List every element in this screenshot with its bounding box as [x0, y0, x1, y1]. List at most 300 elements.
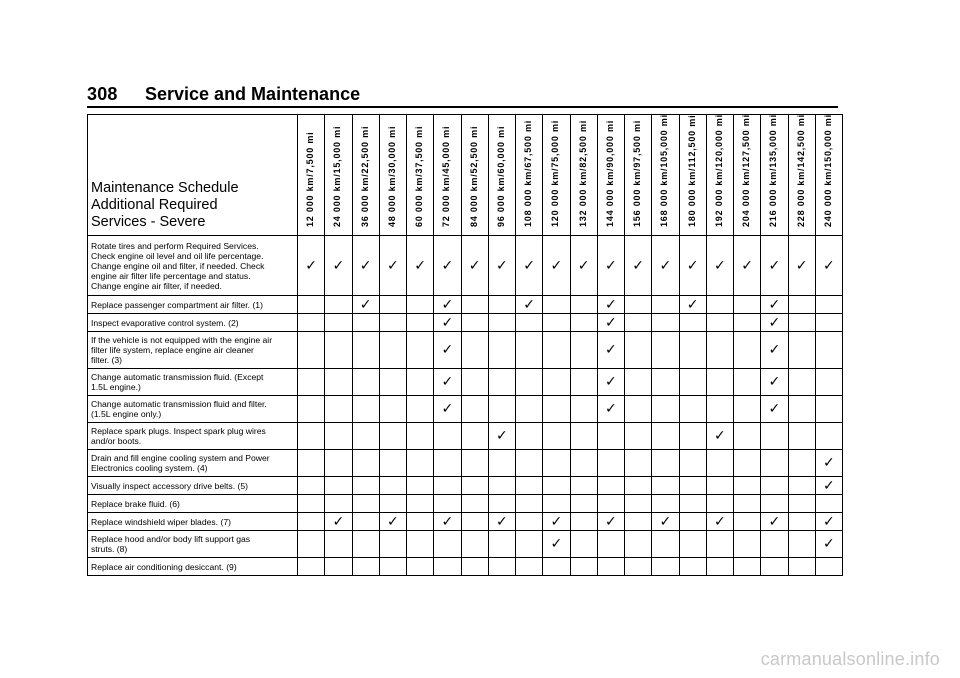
empty-cell [652, 396, 679, 423]
table-row [88, 423, 843, 450]
empty-cell [379, 423, 406, 450]
section-title: Service and Maintenance [145, 84, 361, 104]
table-row [88, 558, 843, 576]
service-description-line: 1.5L engine.) [91, 382, 141, 392]
empty-cell [516, 477, 543, 495]
check-mark-icon: ✓ [605, 257, 617, 274]
check-mark-icon: ✓ [359, 257, 372, 274]
empty-cell [543, 332, 570, 369]
check-mark-icon: ✓ [441, 314, 454, 331]
interval-header [543, 115, 570, 236]
interval-label: 36 000 km/22,500 mi [359, 125, 370, 227]
empty-cell [652, 369, 679, 396]
table-row [88, 477, 843, 495]
empty-cell [815, 396, 842, 423]
empty-cell [815, 558, 842, 576]
check-mark-icon: ✓ [441, 513, 454, 530]
empty-cell [788, 558, 815, 576]
check-mark-icon: ✓ [768, 513, 781, 530]
empty-cell [298, 531, 325, 558]
service-description-line: Visually inspect accessory drive belts. (5) [91, 480, 248, 491]
empty-cell [706, 531, 733, 558]
empty-cell [570, 495, 597, 513]
empty-cell [543, 558, 570, 576]
service-description [88, 495, 298, 513]
service-description [88, 477, 298, 495]
check-mark-cell [325, 236, 352, 296]
empty-cell [543, 423, 570, 450]
interval-label: 72 000 km/45,000 mi [441, 125, 452, 227]
empty-cell [543, 450, 570, 477]
table-title-line: Services - Severe [91, 214, 206, 230]
check-mark-cell [543, 513, 570, 531]
empty-cell [325, 495, 352, 513]
service-description-line: Drain and fill engine cooling system and Power [91, 453, 270, 463]
empty-cell [461, 332, 488, 369]
check-mark-cell [625, 236, 652, 296]
empty-cell [761, 450, 788, 477]
check-mark-icon: ✓ [741, 257, 753, 274]
empty-cell [788, 495, 815, 513]
check-mark-cell [815, 513, 842, 531]
check-mark-cell [488, 236, 515, 296]
check-mark-icon: ✓ [768, 296, 781, 313]
table-row [88, 495, 843, 513]
check-mark-cell [761, 296, 788, 314]
check-mark-cell [761, 369, 788, 396]
check-mark-cell [434, 332, 461, 369]
empty-cell [407, 531, 434, 558]
empty-cell [652, 495, 679, 513]
service-description-line: filter life system, replace engine air cleaner [91, 345, 254, 355]
empty-cell [407, 477, 434, 495]
empty-cell [734, 558, 761, 576]
empty-cell [461, 396, 488, 423]
check-mark-cell [434, 314, 461, 332]
empty-cell [379, 369, 406, 396]
check-mark-cell [516, 236, 543, 296]
table-row [88, 513, 843, 531]
empty-cell [625, 477, 652, 495]
check-mark-icon: ✓ [305, 257, 317, 274]
empty-cell [352, 495, 379, 513]
table-body [88, 236, 843, 576]
empty-cell [570, 450, 597, 477]
service-description [88, 369, 298, 396]
maintenance-schedule-table [87, 114, 843, 576]
empty-cell [788, 477, 815, 495]
check-mark-icon: ✓ [523, 257, 535, 274]
check-mark-icon: ✓ [768, 314, 781, 331]
interval-label: 204 000 km/127,500 mi [741, 114, 752, 227]
check-mark-cell [679, 236, 706, 296]
empty-cell [325, 477, 352, 495]
check-mark-icon: ✓ [441, 257, 454, 274]
empty-cell [652, 531, 679, 558]
empty-cell [734, 450, 761, 477]
empty-cell [488, 558, 515, 576]
empty-cell [679, 314, 706, 332]
empty-cell [434, 477, 461, 495]
empty-cell [488, 396, 515, 423]
empty-cell [379, 396, 406, 423]
check-mark-cell [298, 236, 325, 296]
check-mark-icon: ✓ [714, 513, 726, 530]
empty-cell [734, 314, 761, 332]
check-mark-cell [706, 513, 733, 531]
empty-cell [625, 423, 652, 450]
empty-cell [516, 531, 543, 558]
service-description-line: Inspect evaporative control system. (2) [91, 317, 239, 328]
service-description [88, 558, 298, 576]
check-mark-icon: ✓ [768, 374, 781, 390]
check-mark-icon: ✓ [632, 257, 644, 274]
service-description [88, 314, 298, 332]
interval-header [679, 115, 706, 236]
table-row [88, 369, 843, 396]
empty-cell [298, 332, 325, 369]
empty-cell [298, 396, 325, 423]
service-description-line: Replace air conditioning desiccant. (9) [91, 561, 237, 572]
empty-cell [516, 369, 543, 396]
empty-cell [298, 477, 325, 495]
empty-cell [516, 450, 543, 477]
check-mark-icon: ✓ [605, 296, 617, 313]
service-description-line: If the vehicle is not equipped with the engine air [91, 335, 273, 345]
empty-cell [597, 531, 624, 558]
check-mark-icon: ✓ [768, 401, 781, 417]
check-mark-cell [543, 236, 570, 296]
check-mark-cell [379, 236, 406, 296]
check-mark-icon: ✓ [686, 296, 699, 313]
interval-label: 60 000 km/37,500 mi [414, 125, 425, 227]
empty-cell [352, 513, 379, 531]
empty-cell [570, 513, 597, 531]
empty-cell [298, 369, 325, 396]
empty-cell [815, 314, 842, 332]
check-mark-icon: ✓ [332, 257, 345, 274]
empty-cell [706, 296, 733, 314]
check-mark-cell [815, 531, 842, 558]
service-description-line: Change automatic transmission fluid. (Except [91, 372, 264, 382]
empty-cell [434, 558, 461, 576]
empty-cell [815, 495, 842, 513]
check-mark-icon: ✓ [550, 257, 563, 274]
empty-cell [761, 495, 788, 513]
empty-cell [679, 495, 706, 513]
interval-header [706, 115, 733, 236]
empty-cell [679, 396, 706, 423]
interval-header [788, 115, 815, 236]
empty-cell [570, 296, 597, 314]
empty-cell [706, 495, 733, 513]
service-description [88, 296, 298, 314]
empty-cell [734, 513, 761, 531]
empty-cell [652, 558, 679, 576]
table-header-row [88, 115, 843, 236]
empty-cell [706, 396, 733, 423]
empty-cell [352, 396, 379, 423]
empty-cell [379, 314, 406, 332]
interval-label: 168 000 km/105,000 mi [659, 114, 670, 227]
interval-header [761, 115, 788, 236]
check-mark-cell [761, 513, 788, 531]
table-title [91, 180, 297, 231]
page-number: 308 [87, 84, 118, 104]
empty-cell [706, 332, 733, 369]
empty-cell [325, 296, 352, 314]
check-mark-cell [570, 236, 597, 296]
check-mark-cell [352, 236, 379, 296]
empty-cell [652, 296, 679, 314]
empty-cell [788, 423, 815, 450]
empty-cell [815, 423, 842, 450]
check-mark-cell [761, 314, 788, 332]
empty-cell [570, 558, 597, 576]
empty-cell [570, 369, 597, 396]
empty-cell [570, 477, 597, 495]
empty-cell [625, 495, 652, 513]
empty-cell [488, 495, 515, 513]
empty-cell [543, 296, 570, 314]
table-title-line: Maintenance Schedule [91, 180, 239, 196]
empty-cell [379, 296, 406, 314]
check-mark-cell [434, 513, 461, 531]
check-mark-cell [706, 236, 733, 296]
check-mark-icon: ✓ [714, 428, 726, 444]
service-description-line: Electronics cooling system. (4) [91, 463, 208, 473]
check-mark-cell [516, 296, 543, 314]
interval-header [352, 115, 379, 236]
check-mark-cell [652, 513, 679, 531]
check-mark-icon: ✓ [605, 342, 617, 358]
check-mark-icon: ✓ [496, 257, 508, 274]
empty-cell [379, 531, 406, 558]
interval-label: 180 000 km/112,500 mi [686, 114, 697, 227]
check-mark-icon: ✓ [605, 314, 617, 331]
check-mark-cell [734, 236, 761, 296]
empty-cell [434, 495, 461, 513]
service-description-line: Replace passenger compartment air filter. (1) [91, 299, 263, 310]
empty-cell [706, 450, 733, 477]
empty-cell [325, 450, 352, 477]
empty-cell [734, 396, 761, 423]
empty-cell [788, 450, 815, 477]
interval-label: 216 000 km/135,000 mi [768, 114, 779, 227]
empty-cell [407, 423, 434, 450]
check-mark-icon: ✓ [359, 296, 372, 313]
empty-cell [461, 513, 488, 531]
table-row [88, 396, 843, 423]
check-mark-cell [761, 236, 788, 296]
empty-cell [815, 332, 842, 369]
check-mark-icon: ✓ [332, 513, 345, 530]
empty-cell [543, 369, 570, 396]
check-mark-cell [325, 513, 352, 531]
empty-cell [434, 531, 461, 558]
empty-cell [325, 531, 352, 558]
check-mark-icon: ✓ [605, 374, 617, 390]
check-mark-icon: ✓ [441, 401, 454, 417]
empty-cell [325, 332, 352, 369]
empty-cell [298, 296, 325, 314]
check-mark-icon: ✓ [605, 513, 617, 530]
empty-cell [788, 314, 815, 332]
check-mark-icon: ✓ [577, 257, 590, 274]
service-description-line: Replace hood and/or body lift support gas [91, 534, 251, 544]
check-mark-cell [597, 236, 624, 296]
check-mark-cell [597, 296, 624, 314]
check-mark-icon: ✓ [768, 342, 781, 358]
empty-cell [407, 495, 434, 513]
service-description-line: engine air filter life percentage and status. [91, 270, 251, 281]
empty-cell [597, 450, 624, 477]
empty-cell [461, 531, 488, 558]
interval-label: 96 000 km/60,000 mi [495, 125, 506, 227]
service-description-line: Replace spark plugs. Inspect spark plug wires [91, 426, 266, 436]
empty-cell [652, 450, 679, 477]
empty-cell [461, 477, 488, 495]
check-mark-icon: ✓ [823, 536, 835, 552]
empty-cell [325, 369, 352, 396]
check-mark-icon: ✓ [414, 257, 426, 274]
empty-cell [734, 531, 761, 558]
empty-cell [734, 369, 761, 396]
check-mark-icon: ✓ [523, 296, 535, 313]
interval-header [407, 115, 434, 236]
empty-cell [706, 369, 733, 396]
interval-header [461, 115, 488, 236]
empty-cell [570, 396, 597, 423]
interval-label: 48 000 km/30,000 mi [386, 125, 397, 227]
interval-header [379, 115, 406, 236]
empty-cell [298, 558, 325, 576]
interval-header [597, 115, 624, 236]
empty-cell [761, 423, 788, 450]
check-mark-icon: ✓ [468, 257, 481, 274]
empty-cell [352, 332, 379, 369]
interval-label: 84 000 km/52,500 mi [468, 125, 479, 227]
check-mark-icon: ✓ [659, 257, 672, 274]
empty-cell [788, 332, 815, 369]
check-mark-cell [407, 236, 434, 296]
interval-header [815, 115, 842, 236]
empty-cell [625, 513, 652, 531]
empty-cell [352, 423, 379, 450]
empty-cell [298, 450, 325, 477]
empty-cell [298, 513, 325, 531]
service-description [88, 423, 298, 450]
interval-header [570, 115, 597, 236]
empty-cell [625, 558, 652, 576]
empty-cell [679, 531, 706, 558]
empty-cell [788, 531, 815, 558]
check-mark-cell [815, 477, 842, 495]
check-mark-cell [597, 396, 624, 423]
check-mark-cell [597, 369, 624, 396]
empty-cell [407, 369, 434, 396]
empty-cell [625, 296, 652, 314]
check-mark-icon: ✓ [496, 428, 508, 444]
check-mark-icon: ✓ [659, 513, 672, 530]
empty-cell [679, 477, 706, 495]
service-description [88, 332, 298, 369]
empty-cell [461, 296, 488, 314]
check-mark-cell [379, 513, 406, 531]
interval-header [488, 115, 515, 236]
empty-cell [570, 423, 597, 450]
empty-cell [788, 396, 815, 423]
interval-label: 192 000 km/120,000 mi [713, 114, 724, 227]
service-description-line: (1.5L engine only.) [91, 409, 162, 419]
check-mark-icon: ✓ [441, 296, 454, 313]
empty-cell [407, 513, 434, 531]
check-mark-icon: ✓ [550, 536, 563, 552]
service-description-line: and/or boots. [91, 436, 142, 446]
empty-cell [625, 369, 652, 396]
check-mark-cell [679, 296, 706, 314]
interval-header [625, 115, 652, 236]
empty-cell [379, 332, 406, 369]
empty-cell [679, 513, 706, 531]
service-description [88, 450, 298, 477]
empty-cell [516, 495, 543, 513]
check-mark-cell [434, 369, 461, 396]
empty-cell [488, 477, 515, 495]
empty-cell [543, 314, 570, 332]
check-mark-icon: ✓ [441, 374, 454, 390]
interval-label: 24 000 km/15,000 mi [332, 125, 343, 227]
empty-cell [325, 396, 352, 423]
service-description-line: Change engine air filter, if needed. [91, 280, 222, 291]
empty-cell [407, 558, 434, 576]
service-description [88, 513, 298, 531]
check-mark-icon: ✓ [686, 257, 699, 274]
check-mark-icon: ✓ [823, 257, 835, 274]
interval-header [734, 115, 761, 236]
empty-cell [734, 423, 761, 450]
check-mark-icon: ✓ [714, 257, 726, 274]
empty-cell [761, 558, 788, 576]
empty-cell [570, 332, 597, 369]
service-description-line: Change engine oil and filter, if needed. Check [91, 260, 265, 271]
check-mark-cell [815, 236, 842, 296]
service-description-line: Rotate tires and perform Required Services. [91, 240, 259, 251]
empty-cell [815, 296, 842, 314]
empty-cell [543, 495, 570, 513]
interval-label: 228 000 km/142,500 mi [795, 114, 806, 227]
check-mark-cell [597, 332, 624, 369]
service-description-line: filter. (3) [91, 355, 123, 365]
empty-cell [488, 332, 515, 369]
empty-cell [679, 369, 706, 396]
empty-cell [679, 423, 706, 450]
service-description-line: struts. (8) [91, 544, 128, 554]
service-description [88, 396, 298, 423]
interval-label: 108 000 km/67,500 mi [523, 119, 534, 227]
empty-cell [625, 314, 652, 332]
interval-label: 156 000 km/97,500 mi [632, 119, 643, 227]
empty-cell [679, 332, 706, 369]
empty-cell [516, 314, 543, 332]
check-mark-cell [597, 314, 624, 332]
empty-cell [570, 314, 597, 332]
empty-cell [625, 396, 652, 423]
check-mark-icon: ✓ [605, 401, 617, 417]
page-header [87, 84, 838, 108]
empty-cell [625, 450, 652, 477]
empty-cell [379, 477, 406, 495]
